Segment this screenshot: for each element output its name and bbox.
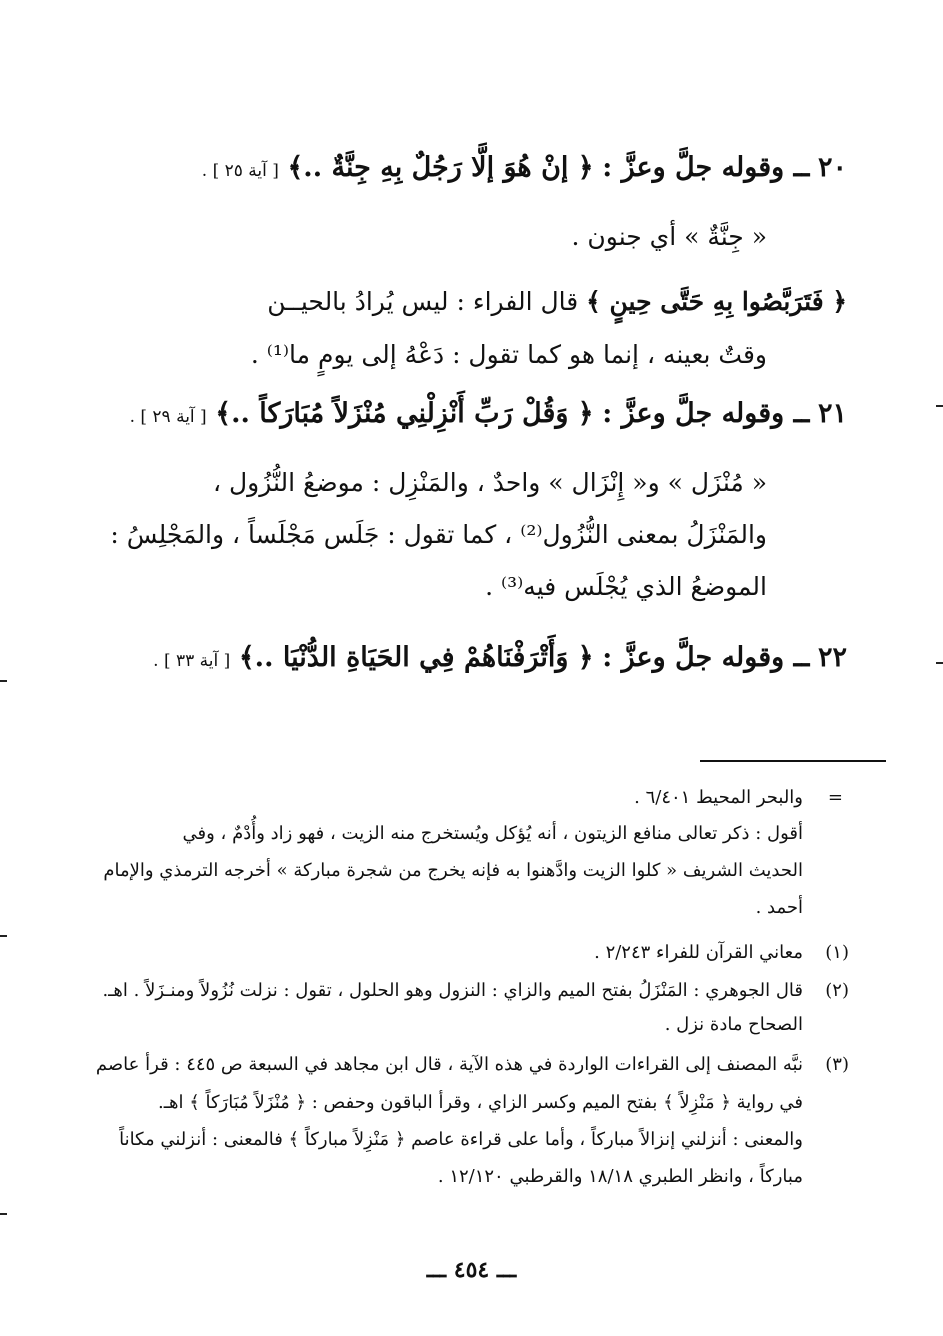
body-line-5: والمَنْزَلُ بمعنى النُّزُول⁽²⁾ ، كما تقول : جَلَس مَجْلَساً ، والمَجْلِسُ :	[110, 520, 767, 549]
footnote-3-line-1: نبَّه المصنف إلى القراءات الواردة في هذه الآية ، قال ابن مجاهد في السبعة ص ٤٤٥ : قرأ عاصم	[95, 1054, 803, 1075]
scan-edge-mark	[0, 1213, 7, 1215]
footnote-continuation-marker: =	[827, 787, 843, 808]
scan-edge-mark	[936, 662, 943, 664]
quran-quote: ﴿ وَقُلْ رَبِّ أَنْزِلْنِي مُنْزَلاً مُبَارَكاً ..﴾	[215, 398, 594, 429]
quran-quote: ﴿ إنْ هُوَ إلَّا رَجُلٌ بِهِ جِنَّةٌ ..﴾	[287, 152, 594, 183]
quran-quote: ﴿ فَتَرَبَّصُوا بِهِ حَتَّى حِينٍ ﴾	[586, 287, 847, 316]
verse-reference: [ آية ٣٣ ] .	[153, 651, 231, 671]
body-line-6: الموضعُ الذي يُجْلَس فيه⁽³⁾ .	[485, 572, 767, 601]
body-line-1: « جِنَّةٌ » أي جنون .	[571, 222, 767, 251]
entry-lead: ــ وقوله جلَّ وعزَّ :	[602, 398, 810, 429]
scan-edge-mark	[0, 680, 7, 682]
entry-20-heading	[202, 152, 847, 183]
entry-number: ٢٢	[817, 642, 847, 673]
body-text: قال الفراء : ليس يُرادُ بالحيــن	[267, 287, 579, 316]
scan-edge-mark	[936, 405, 943, 407]
entry-21-heading	[130, 398, 847, 429]
footnote-2-line-1: قال الجوهري : المَنْزَلُ بفتح الميم والزاي : النزول وهو الحلول ، تقول : نزلت نُزُولاً ومنـزَلاً . اهـ.	[102, 980, 803, 1001]
entry-22-heading	[153, 642, 847, 673]
verse-reference: [ آية ٢٥ ] .	[201, 161, 279, 181]
body-line-3: وقتٌ بعينه ، إنما هو كما تقول : دَعْهُ إلى يومٍ ما⁽¹⁾ .	[250, 340, 767, 369]
verse-reference: [ آية ٢٩ ] .	[129, 407, 207, 427]
footnote-separator	[700, 760, 886, 762]
page-number: ـــ ٤٥٤ ـــ	[426, 1257, 517, 1283]
footnote-continuation-line-4: أحمد .	[755, 897, 803, 918]
footnote-3-line-3: والمعنى : أنزلني إنزالاً مباركاً ، وأما على قراءة عاصم ﴿ مَنْزِلاً مباركاً ﴾ فالمعنى : أنزلني مكاناً	[119, 1129, 803, 1150]
footnote-2-number: (٢)	[825, 980, 849, 1001]
footnote-3-line-2: في رواية ﴿ مَنْزِلاً ﴾ بفتح الميم وكسر الزاي ، وقرأ الباقون وحفص : ﴿ مُنْزَلاً مُبَارَكاً ﴾ اهـ.	[158, 1092, 803, 1113]
entry-number: ٢٠	[817, 152, 847, 183]
entry-lead: ــ وقوله جلَّ وعزَّ :	[602, 642, 810, 673]
body-line-4: « مُنْزَل » و« إِنْزَال » واحدٌ ، والمَنْزِل : موضعُ النُّزُول ،	[212, 468, 767, 497]
body-line-2	[267, 287, 847, 316]
entry-lead: ــ وقوله جلَّ وعزَّ :	[602, 152, 810, 183]
entry-number: ٢١	[817, 398, 847, 429]
footnote-2-line-2: الصحاح مادة نزل .	[664, 1014, 803, 1035]
footnote-continuation-line-3: الحديث الشريف « كلوا الزيت وادَّهنوا به فإنه يخرج من شجرة مباركة » أخرجه الترمذي والإمام	[103, 860, 803, 881]
footnote-3-line-4: مباركاً ، وانظر الطبري ١٨/١٨ والقرطبي ١٢/١٢٠ .	[437, 1166, 803, 1187]
footnote-1-number: (١)	[825, 942, 849, 963]
scan-edge-mark	[0, 935, 7, 937]
footnote-continuation-line-2: أقول : ذكر تعالى منافع الزيتون ، أنه يُؤكل ويُستخرج منه الزيت ، فهو زاد وأُدْمٌ ، وفي	[182, 823, 803, 844]
footnote-continuation-line-1: والبحر المحيط ٦/٤٠١ .	[634, 787, 803, 808]
quran-quote: ﴿ وَأَتْرَفْنَاهُمْ فِي الحَيَاةِ الدُّنْيَا ..﴾	[238, 642, 594, 673]
footnote-1-line-1: معاني القرآن للفراء ٢/٢٤٣ .	[594, 942, 803, 963]
footnote-3-number: (٣)	[825, 1054, 849, 1075]
